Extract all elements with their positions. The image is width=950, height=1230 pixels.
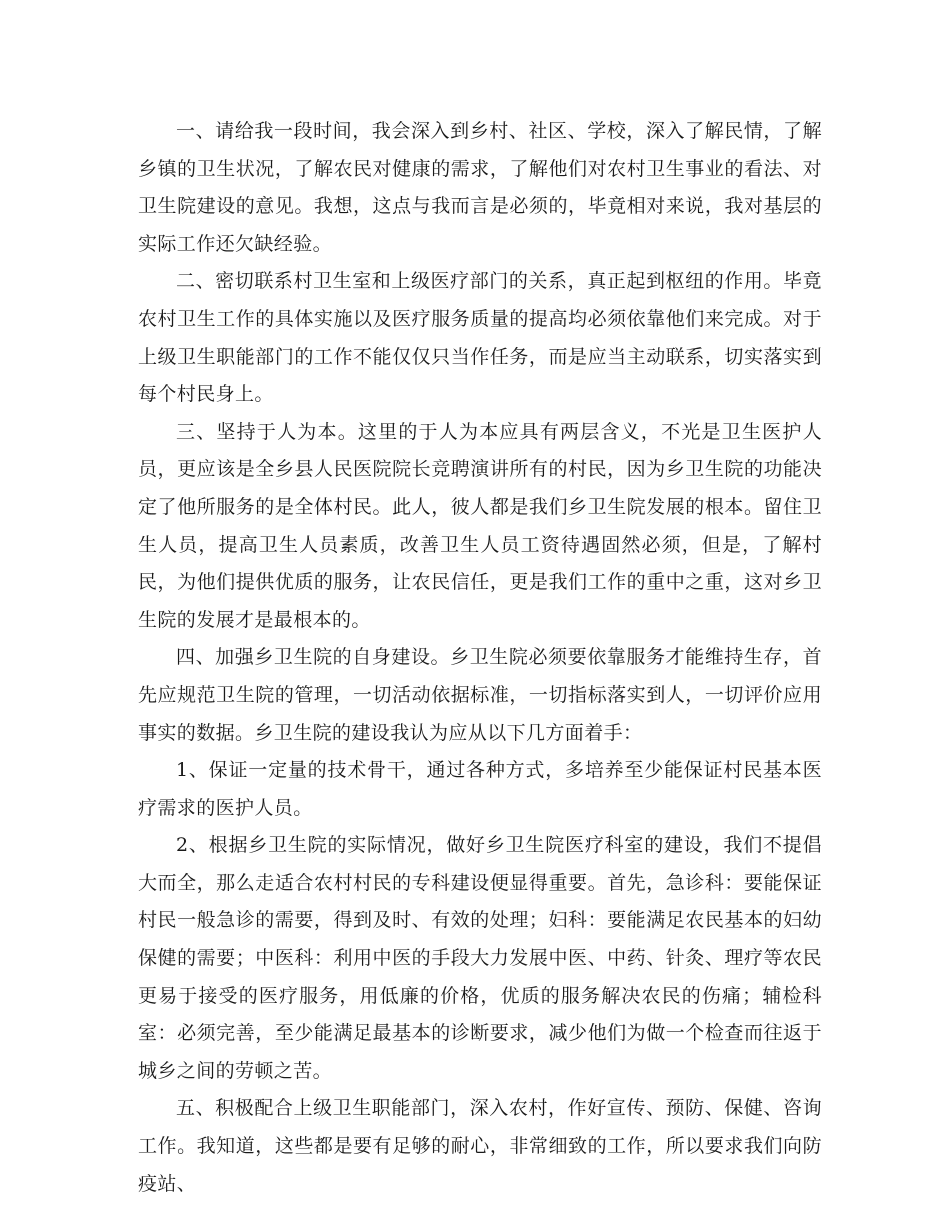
paragraph-6: 2、根据乡卫生院的实际情况，做好乡卫生院医疗科室的建设，我们不提倡大而全，那么走适合农村村民的专科建设便显得重要。首先，急诊科：要能保证村民一般急诊的需要，得到及时、有效的处理；妇科：要能满足农民基本的妇幼保健的需要；中医科：利用中医的手段大力发展中医、中药、针灸、理疗等农民更易于接受的医疗服务，用低廉的价格，优质的服务解决农民的伤痛；辅检科室：必须完善，至少能满足最基本的诊断要求，减少他们为做一个检查而往返于城乡之间的劳顿之苦。 — [138, 834, 822, 1082]
paragraph-4: 四、加强乡卫生院的自身建设。乡卫生院必须要依靠服务才能维持生存，首先应规范卫生院的管理，一切活动依据标准，一切指标落实到人，一切评价应用事实的数据。乡卫生院的建设我认为应从以下几方面着手： — [138, 646, 822, 744]
paragraph-5: 1、保证一定量的技术骨干，通过各种方式，多培养至少能保证村民基本医疗需求的医护人员。 — [138, 759, 822, 819]
document-body — [138, 113, 822, 1203]
paragraph-2: 二、密切联系村卫生室和上级医疗部门的关系，真正起到枢纽的作用。毕竟农村卫生工作的具体实施以及医疗服务质量的提高均必须依靠他们来完成。对于上级卫生职能部门的工作不能仅仅只当作任务，而是应当主动联系，切实落实到每个村民身上。 — [138, 270, 822, 406]
paragraph-7: 五、积极配合上级卫生职能部门，深入农村，作好宣传、预防、保健、咨询工作。我知道，这些都是要有足够的耐心，非常细致的工作，所以要求我们向防疫站、 — [138, 1097, 822, 1195]
paragraph-3: 三、坚持于人为本。这里的于人为本应具有两层含义，不光是卫生医护人员，更应该是全乡县人民医院院长竞聘演讲所有的村民，因为乡卫生院的功能决定了他所服务的是全体村民。此人，彼人都是我们乡卫生院发展的根本。留住卫生人员，提高卫生人员素质，改善卫生人员工资待遇固然必须，但是，了解村民，为他们提供优质的服务，让农民信任，更是我们工作的重中之重，这对乡卫生院的发展才是最根本的。 — [138, 420, 822, 631]
paragraph-1: 一、请给我一段时间，我会深入到乡村、社区、学校，深入了解民情，了解乡镇的卫生状况，了解农民对健康的需求，了解他们对农村卫生事业的看法、对卫生院建设的意见。我想，这点与我而言是必须的，毕竟相对来说，我对基层的实际工作还欠缺经验。 — [138, 120, 822, 255]
